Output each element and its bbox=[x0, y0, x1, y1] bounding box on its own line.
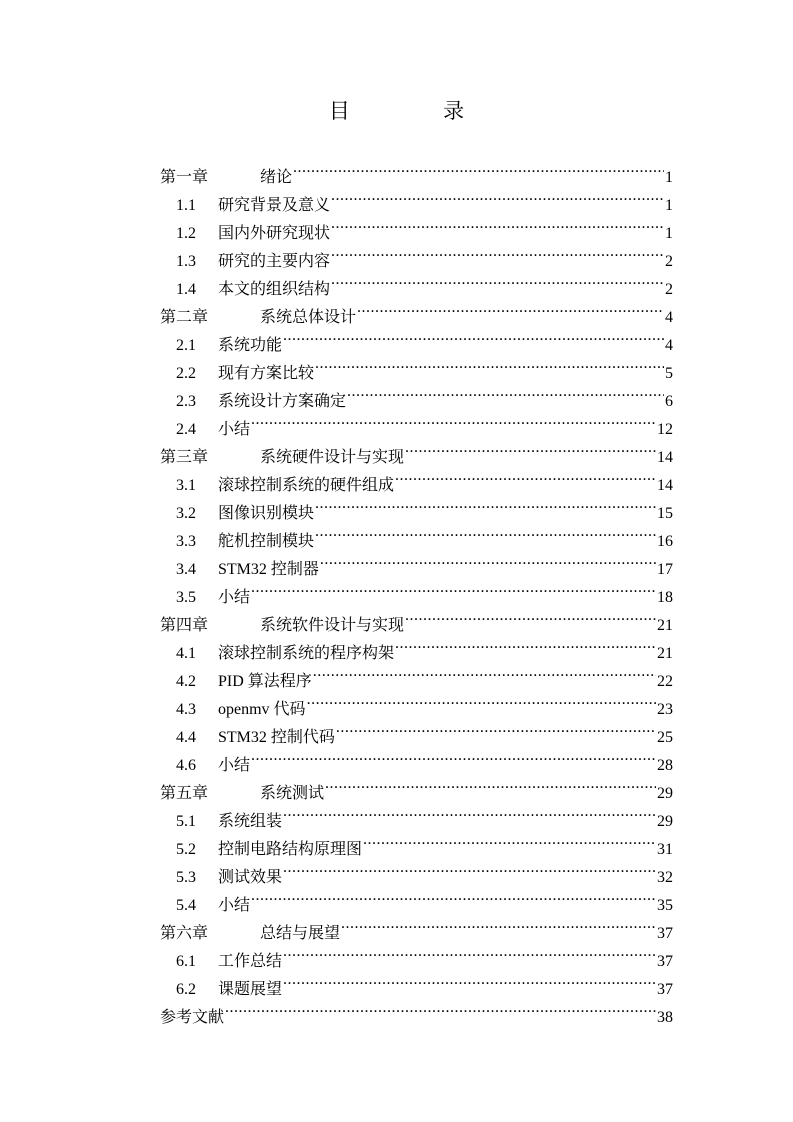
section-number: 4.6 bbox=[176, 757, 196, 774]
entry-title: 图像识别模块 bbox=[218, 505, 315, 522]
entry-title: STM32 控制器 bbox=[218, 561, 319, 578]
dot-leader bbox=[347, 378, 664, 406]
page-number: 14 bbox=[657, 477, 673, 494]
dot-leader bbox=[405, 434, 656, 462]
entry-title: 绪论 bbox=[260, 169, 293, 186]
dot-leader bbox=[363, 826, 656, 854]
dot-leader bbox=[405, 602, 656, 630]
section-number: 4.3 bbox=[176, 701, 196, 718]
entry-title: 小结 bbox=[218, 421, 251, 438]
dot-leader bbox=[307, 686, 656, 714]
entry-title: 小结 bbox=[218, 757, 251, 774]
page-number: 4 bbox=[665, 309, 673, 326]
dot-leader bbox=[357, 294, 664, 322]
entry-title: 系统硬件设计与实现 bbox=[260, 449, 405, 466]
entry-title: 研究背景及意义 bbox=[218, 197, 331, 214]
dot-leader bbox=[331, 210, 664, 238]
dot-leader bbox=[315, 518, 656, 546]
page-number: 14 bbox=[657, 449, 673, 466]
dot-leader bbox=[251, 406, 656, 434]
section-number: 4.1 bbox=[176, 645, 196, 662]
entry-title: 本文的组织结构 bbox=[218, 281, 331, 298]
dot-leader bbox=[331, 182, 664, 210]
page-number: 2 bbox=[665, 253, 673, 270]
dot-leader bbox=[293, 154, 664, 182]
dot-leader bbox=[251, 882, 656, 910]
chapter-label: 第五章 bbox=[160, 785, 209, 802]
dot-leader bbox=[331, 238, 664, 266]
entry-title: 研究的主要内容 bbox=[218, 253, 331, 270]
entry-title: PID 算法程序 bbox=[218, 673, 312, 690]
page-number: 4 bbox=[665, 337, 673, 354]
section-number: 3.5 bbox=[176, 589, 196, 606]
entry-title: 滚球控制系统的硬件组成 bbox=[218, 477, 395, 494]
section-number: 2.3 bbox=[176, 393, 196, 410]
page-number: 37 bbox=[657, 925, 673, 942]
page-number: 12 bbox=[657, 421, 673, 438]
dot-leader bbox=[283, 798, 656, 826]
dot-leader bbox=[325, 770, 656, 798]
chapter-label: 第四章 bbox=[160, 617, 209, 634]
dot-leader bbox=[331, 266, 664, 294]
entry-title: 小结 bbox=[218, 897, 251, 914]
toc-title: 目 录 bbox=[328, 99, 509, 123]
dot-leader bbox=[283, 322, 664, 350]
page-number: 22 bbox=[657, 673, 673, 690]
page-number: 21 bbox=[657, 617, 673, 634]
section-number: 3.2 bbox=[176, 505, 196, 522]
page-number: 17 bbox=[657, 561, 673, 578]
dot-leader bbox=[251, 574, 656, 602]
section-number: 1.2 bbox=[176, 225, 196, 242]
page-number: 37 bbox=[657, 981, 673, 998]
page-number: 5 bbox=[665, 365, 673, 382]
entry-title: 课题展望 bbox=[218, 981, 283, 998]
toc-reference-entry[interactable] bbox=[160, 994, 673, 1026]
dot-leader bbox=[315, 490, 656, 518]
dot-leader bbox=[283, 966, 656, 994]
section-number: 4.4 bbox=[176, 729, 196, 746]
section-number: 5.3 bbox=[176, 869, 196, 886]
dot-leader bbox=[341, 910, 656, 938]
section-number: 1.1 bbox=[176, 197, 196, 214]
page-number: 2 bbox=[665, 281, 673, 298]
entry-title: 系统软件设计与实现 bbox=[260, 617, 405, 634]
entry-title: 国内外研究现状 bbox=[218, 225, 331, 242]
entry-title: 工作总结 bbox=[218, 953, 283, 970]
entry-title: 舵机控制模块 bbox=[218, 533, 315, 550]
page-number: 32 bbox=[657, 869, 673, 886]
dot-leader bbox=[395, 630, 656, 658]
page-number: 23 bbox=[657, 701, 673, 718]
dot-leader bbox=[313, 658, 656, 686]
chapter-label: 第一章 bbox=[160, 169, 209, 186]
entry-title: 控制电路结构原理图 bbox=[218, 841, 363, 858]
section-number: 5.4 bbox=[176, 897, 196, 914]
entry-title: 系统功能 bbox=[218, 337, 283, 354]
section-number: 5.2 bbox=[176, 841, 196, 858]
entry-title: 系统设计方案确定 bbox=[218, 393, 347, 410]
chapter-label: 第二章 bbox=[160, 309, 209, 326]
entry-title: 现有方案比较 bbox=[218, 365, 315, 382]
entry-title: openmv 代码 bbox=[218, 701, 306, 718]
page-number: 6 bbox=[665, 393, 673, 410]
entry-title: 系统总体设计 bbox=[260, 309, 357, 326]
dot-leader bbox=[225, 994, 656, 1022]
page-number: 1 bbox=[665, 225, 673, 242]
page-number: 18 bbox=[657, 589, 673, 606]
table-of-contents bbox=[160, 154, 673, 1026]
section-number: 3.3 bbox=[176, 533, 196, 550]
page-number: 1 bbox=[665, 169, 673, 186]
chapter-label: 第六章 bbox=[160, 925, 209, 942]
dot-leader bbox=[315, 350, 664, 378]
section-number: 4.2 bbox=[176, 673, 196, 690]
dot-leader bbox=[320, 546, 656, 574]
entry-title: 总结与展望 bbox=[260, 925, 341, 942]
page-number: 1 bbox=[665, 197, 673, 214]
section-number: 6.1 bbox=[176, 953, 196, 970]
entry-title: STM32 控制代码 bbox=[218, 729, 335, 746]
entry-title: 小结 bbox=[218, 589, 251, 606]
section-number: 6.2 bbox=[176, 981, 196, 998]
section-number: 2.4 bbox=[176, 421, 196, 438]
page-number: 25 bbox=[657, 729, 673, 746]
page-number: 31 bbox=[657, 841, 673, 858]
dot-leader bbox=[283, 938, 656, 966]
dot-leader bbox=[336, 714, 656, 742]
page-number: 29 bbox=[657, 785, 673, 802]
section-number: 1.4 bbox=[176, 281, 196, 298]
page-number: 38 bbox=[657, 1009, 673, 1026]
chapter-label: 第三章 bbox=[160, 449, 209, 466]
page-number: 21 bbox=[657, 645, 673, 662]
entry-title: 参考文献 bbox=[160, 1009, 225, 1026]
section-number: 5.1 bbox=[176, 813, 196, 830]
page-number: 29 bbox=[657, 813, 673, 830]
entry-title: 系统组装 bbox=[218, 813, 283, 830]
section-number: 3.4 bbox=[176, 561, 196, 578]
page-number: 35 bbox=[657, 897, 673, 914]
section-number: 3.1 bbox=[176, 477, 196, 494]
section-number: 2.1 bbox=[176, 337, 196, 354]
dot-leader bbox=[395, 462, 656, 490]
section-number: 1.3 bbox=[176, 253, 196, 270]
page-number: 37 bbox=[657, 953, 673, 970]
toc-chapter-entry[interactable] bbox=[160, 154, 673, 186]
section-number: 2.2 bbox=[176, 365, 196, 382]
entry-title: 滚球控制系统的程序构架 bbox=[218, 645, 395, 662]
dot-leader bbox=[251, 742, 656, 770]
page-number: 16 bbox=[657, 533, 673, 550]
page-number: 28 bbox=[657, 757, 673, 774]
entry-title: 测试效果 bbox=[218, 869, 283, 886]
page-number: 15 bbox=[657, 505, 673, 522]
dot-leader bbox=[283, 854, 656, 882]
entry-title: 系统测试 bbox=[260, 785, 325, 802]
